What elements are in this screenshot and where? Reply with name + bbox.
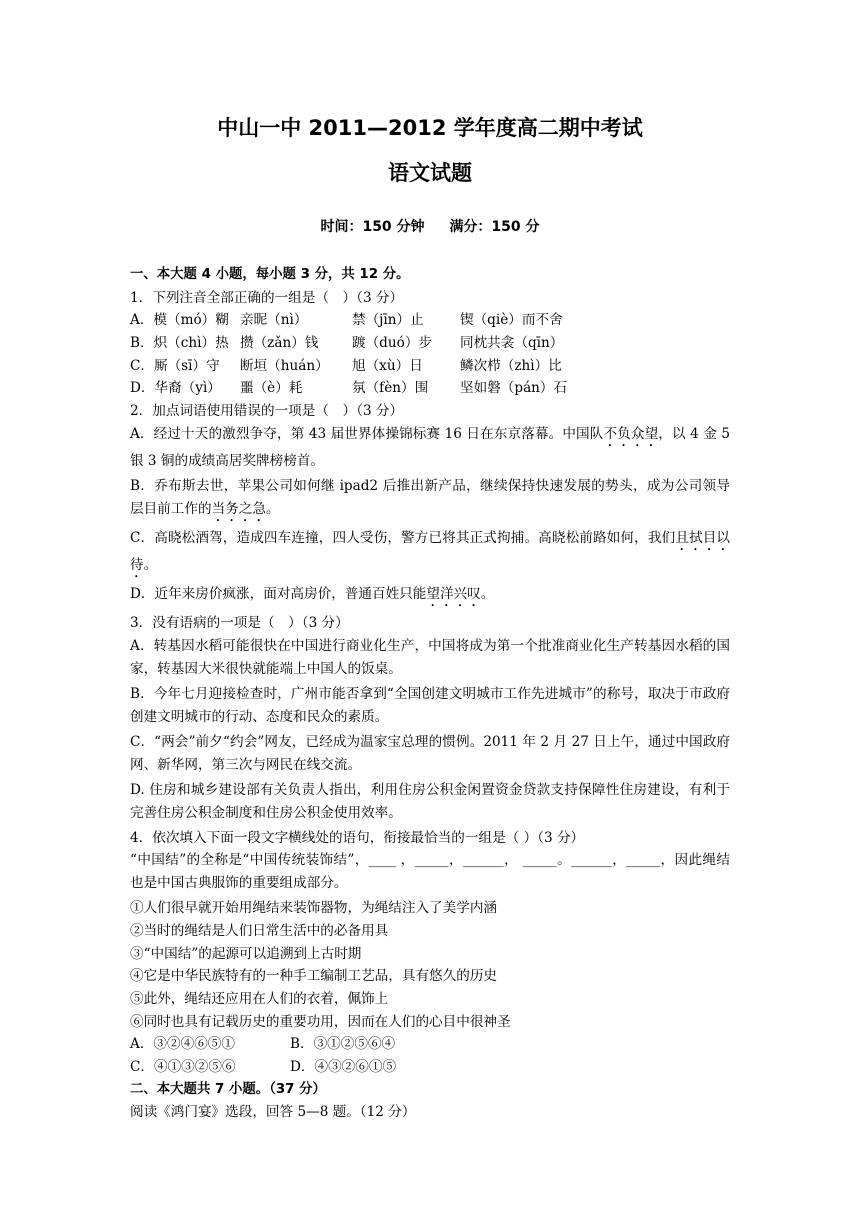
q4-item-2: ②当时的绳结是人们日常生活中的必备用具 — [130, 922, 389, 939]
q1c-1: C．厮（sī）守 — [130, 357, 220, 374]
exam-body — [130, 264, 730, 1124]
q1b-1: B．炽（chì）热 — [130, 335, 229, 352]
q2c-dotted: 且拭目以待 — [130, 529, 730, 573]
q2c-text: C．高晓松酒驾，造成四车连撞，四人受伤，警方已将其正式拘捕。高晓松前路如何，我们 — [130, 529, 676, 546]
q1-option-c — [130, 355, 730, 378]
q1b-4: 同枕共衾（qīn） — [460, 335, 564, 352]
exam-score: 满分：150 分 — [449, 219, 540, 235]
q1d-1: D．华裔（yì） — [130, 380, 221, 397]
exam-subtitle: 语文试题 — [388, 161, 472, 185]
q4-option-d: D．④③②⑥①⑤ — [290, 1059, 397, 1075]
q1a-3: 禁（jīn）止 — [352, 312, 424, 329]
section2-intro: 阅读《鸿门宴》选段，回答 5—8 题。（12 分） — [130, 1104, 416, 1121]
q1a-2: 亲昵（nì） — [240, 312, 308, 329]
q1c-2: 断垣（huán） — [240, 357, 329, 374]
q2d-text-end: 。 — [480, 585, 495, 602]
q1c-3: 旭（xù）日 — [352, 357, 423, 374]
q4-item-1: ①人们很早就开始用绳结来装饰器物，为绳结注入了美学内涵 — [130, 900, 498, 917]
q4-option-c: C．④①③②⑤⑥ — [130, 1059, 236, 1075]
q2b-text-end: 。 — [265, 500, 280, 517]
q4-item-5: ⑤此外，绳结还应用在人们的衣着，佩饰上 — [130, 990, 389, 1007]
q3-stem: 3．没有语病的一项是（ ）（3 分） — [130, 614, 349, 631]
q2-option-b — [130, 475, 730, 525]
q1b-2: 攒（zǎn）钱 — [240, 335, 319, 352]
q2a-dotted: 不负众望 — [603, 425, 659, 442]
q4-options-ab — [130, 1033, 730, 1056]
q3-option-b: B．今年七月迎接检查时，广州市能否拿到“全国创建文明城市工作先进城市”的称号，取决于市政府创建文明城市的行动、态度和民众的素质。 — [130, 685, 730, 725]
section1-heading: 一、本大题 4 小题，每小题 3 分，共 12 分。 — [130, 267, 410, 282]
q2c-text-end: 。 — [143, 556, 158, 573]
q4-item-3: ③“中国结”的起源可以追溯到上古时期 — [130, 945, 362, 962]
q2b-dotted: 当务之急 — [211, 500, 266, 517]
q4-stem: 4．依次填入下面一段文字横线处的语句，衔接最恰当的一组是（ ）（3 分） — [130, 829, 585, 846]
q4-item-4: ④它是中华民族特有的一种手工编制工艺品，具有悠久的历史 — [130, 968, 498, 985]
q2-stem: 2．加点词语使用错误的一项是（ ）（3 分） — [130, 403, 404, 420]
q1-option-d — [130, 377, 730, 400]
q2a-text-end: ，以 4 金 5 银 3 铜的成绩高居奖牌榜榜首。 — [130, 425, 730, 469]
q1a-4: 锲（qiè）而不舍 — [460, 312, 563, 329]
exam-meta — [0, 216, 860, 236]
q1-stem: 1．下列注音全部正确的一组是（ ）（3 分） — [130, 289, 404, 306]
q1c-4: 鳞次栉（zhì）比 — [460, 357, 562, 374]
q4-option-a: A．③②④⑥⑤① — [130, 1036, 235, 1053]
q1a-1: A．模（mó）糊 — [130, 312, 229, 329]
q1b-3: 踱（duó）步 — [352, 335, 433, 352]
q4-option-b: B．③①②⑤⑥④ — [290, 1036, 396, 1053]
q1-option-a — [130, 309, 730, 332]
q4-item-6: ⑥同时也具有记载历史的重要功用，因而在人们的心目中很神圣 — [130, 1013, 511, 1030]
q2d-text: D．近年来房价疯涨，面对高房价，普通百姓只能 — [130, 585, 427, 602]
q2-option-c — [130, 527, 730, 581]
q2a-text: A．经过十天的激烈争夺，第 43 届世界体操锦标赛 16 日在东京落幕。中国队 — [130, 425, 604, 442]
q2-option-a — [130, 423, 730, 473]
q1d-2: 噩（è）耗 — [240, 380, 303, 397]
q1d-4: 坚如磐（pán）石 — [460, 380, 568, 397]
q2b-text: B．乔布斯去世，苹果公司如何继 ipad2 后推出新产品，继续保持快速发展的势头，成为公司领导层目前工作的 — [130, 477, 730, 517]
q3-option-a: A．转基因水稻可能很快在中国进行商业化生产，中国将成为第一个批准商业化生产转基因水稻的国家，转基因大米很快就能端上中国人的饭桌。 — [130, 637, 730, 677]
section2-heading: 二、本大题共 7 小题。（37 分） — [130, 1081, 326, 1097]
q2d-dotted: 望洋兴叹 — [426, 585, 481, 602]
exam-time: 时间：150 分钟 — [320, 219, 425, 235]
q4-options-cd — [130, 1056, 730, 1079]
exam-title: 中山一中 2011—2012 学年度高二期中考试 — [217, 116, 643, 140]
q1-option-b — [130, 332, 730, 355]
q1d-3: 氛（fèn）围 — [352, 380, 429, 397]
q3-option-d: D. 住房和城乡建设部有关负责人指出，利用住房公积金闲置资金贷款支持保障性住房建设，有利于完善住房公积金制度和住房公积金使用效率。 — [130, 781, 730, 821]
q3-option-c: C．“两会”前夕“约会”网友，已经成为温家宝总理的惯例。2011 年 2 月 27 日上午，通过中国政府网、新华网，第三次与网民在线交流。 — [130, 733, 730, 773]
q2-option-d — [130, 583, 730, 610]
q4-passage: “中国结”的全称是“中国传统装饰结”，____ ，_____，______， _____。______，_____，因此绳结也是中国古典服饰的重要组成部分。 — [130, 852, 730, 892]
